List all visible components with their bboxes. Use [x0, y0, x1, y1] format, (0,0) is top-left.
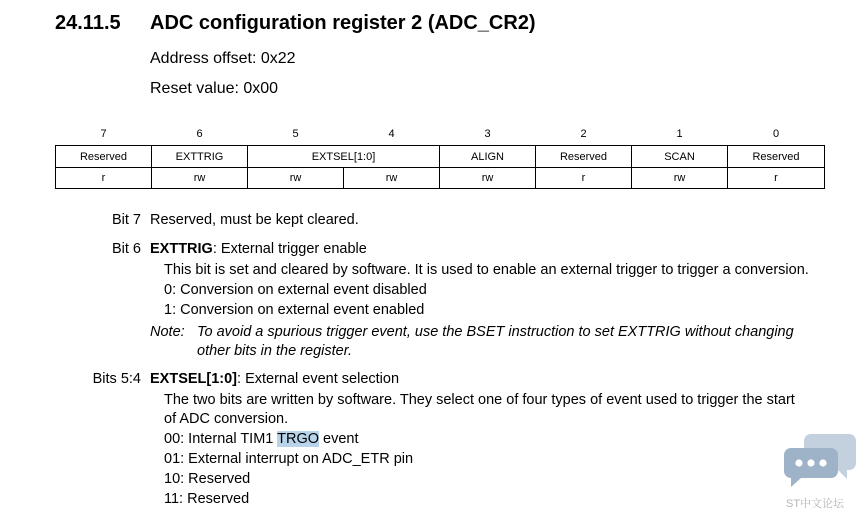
bit-number: 2 — [580, 128, 587, 140]
access-type: rw — [248, 168, 344, 189]
bits54-option: 01: External interrupt on ADC_ETR pin — [164, 451, 414, 467]
address-offset: Address offset: 0x22 — [150, 50, 296, 67]
option-text: event — [319, 431, 359, 447]
bit6-title — [150, 239, 367, 259]
access-type: rw — [344, 168, 440, 189]
bits54-option: 10: Reserved — [164, 471, 251, 487]
bit-number: 3 — [484, 128, 491, 140]
watermark-text: ST中文论坛 — [786, 498, 845, 510]
bit7-label: Bit 7 — [111, 212, 141, 228]
bit6-line: 1: Conversion on external event enabled — [164, 302, 425, 318]
access-type: r — [728, 168, 825, 189]
access-type: rw — [632, 168, 728, 189]
field-name: SCAN — [632, 146, 728, 168]
bits54-field-name: EXTSEL[1:0] — [150, 371, 238, 387]
bits54-line: The two bits are written by software. They select one of four types of event used to trigger the start — [164, 392, 795, 408]
bit-number: 0 — [772, 128, 780, 140]
bit-number: 1 — [676, 128, 683, 140]
section-number: 24.11.5 — [55, 12, 121, 34]
bit-number: 7 — [100, 128, 107, 140]
access-type: r — [56, 168, 152, 189]
bit7-description: Reserved, must be kept cleared. — [150, 212, 359, 228]
access-type: rw — [152, 168, 248, 189]
bits54-option: 11: Reserved — [164, 491, 250, 507]
bit6-line: This bit is set and cleared by software. It is used to enable an external trigger to trigger a conversion. — [164, 262, 809, 278]
bits54-option — [164, 429, 359, 449]
bit-number: 6 — [196, 128, 203, 140]
bit-number: 4 — [388, 128, 395, 140]
note-text: To avoid a spurious trigger event, use the BSET instruction to set EXTTRIG without changing — [197, 324, 794, 340]
bits54-title-text: : External event selection — [237, 371, 400, 387]
bit6-line: 0: Conversion on external event disabled — [164, 282, 427, 298]
field-name: Reserved — [56, 146, 152, 168]
access-row — [56, 168, 825, 189]
bit-number-row — [56, 123, 825, 146]
bit6-title-text: : External trigger enable — [212, 241, 367, 257]
access-type: r — [536, 168, 632, 189]
bits54-title — [150, 369, 399, 389]
bit-number: 5 — [292, 128, 299, 140]
chat-bubbles-icon — [783, 432, 857, 488]
bit6-field-name: EXTTRIG — [150, 241, 213, 257]
field-name: ALIGN — [440, 146, 536, 168]
highlighted-text: TRGO — [277, 431, 320, 447]
section-heading — [55, 12, 536, 35]
field-name: Reserved — [536, 146, 632, 168]
reset-value: Reset value: 0x00 — [150, 80, 279, 97]
bits54-line: of ADC conversion. — [164, 411, 289, 427]
bits54-label: Bits 5:4 — [92, 371, 141, 387]
field-name: EXTSEL[1:0] — [248, 146, 440, 168]
field-name: EXTTRIG — [152, 146, 248, 168]
field-name-row — [56, 146, 825, 168]
register-table — [55, 123, 825, 189]
bit6-label: Bit 6 — [111, 241, 141, 257]
option-text: 00: Internal TIM1 — [164, 431, 278, 447]
note-text: other bits in the register. — [197, 343, 353, 359]
note-label: Note: — [150, 324, 185, 340]
access-type: rw — [440, 168, 536, 189]
section-title: ADC configuration register 2 (ADC_CR2) — [150, 12, 536, 34]
field-name: Reserved — [728, 146, 825, 168]
